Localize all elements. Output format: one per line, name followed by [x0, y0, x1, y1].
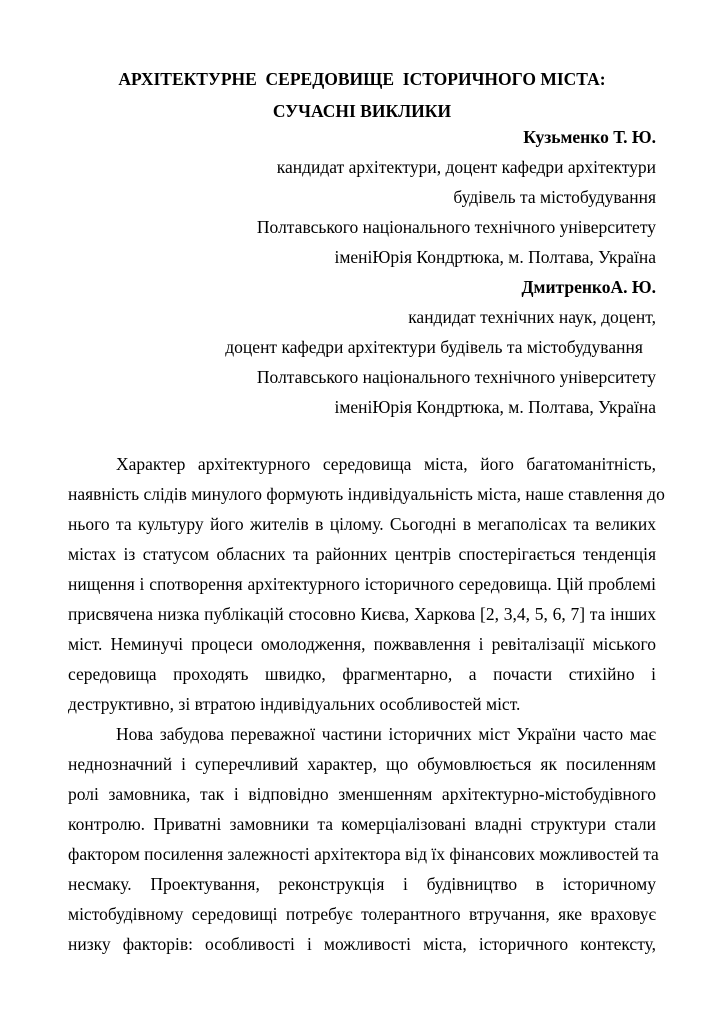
author-2-name: ДмитренкоА. Ю. [521, 277, 656, 297]
paragraph-1-line: нищення і спотворення архітектурного історичного середовища. Цій проблемі [68, 574, 656, 594]
author-2-affiliation-line: доцент кафедри архітектури будівель та містобудування [225, 337, 656, 357]
author-1-affiliation-line: кандидат архітектури, доцент кафедри архітектури [276, 157, 656, 177]
paragraph-2-line: ролі замовника, так і відповідно зменшенням архітектурно-містобудівного [68, 784, 656, 804]
paragraph-2-line: фактором посилення залежності архітектора від їх фінансових можливостей та [68, 844, 659, 864]
author-2-affiliation-line: кандидат технічних наук, доцент, [408, 307, 656, 327]
paragraph-1-line: деструктивно, зі втратою індивідуальних особливостей міст. [68, 694, 521, 714]
paragraph-2-line: містобудівному середовищі потребує толерантного втручання, яке враховує [68, 904, 656, 924]
author-2-affiliation-line: Полтавського національного технічного університету [256, 367, 656, 387]
paragraph-1-line: присвячена низка публікацій стосовно Києва, Харкова [2, 3,4, 5, 6, 7] та інших [68, 604, 656, 624]
paragraph-2-line: Нова забудова переважної частини історичних міст України часто має [116, 724, 656, 744]
paragraph-2-line: неднозначний і суперечливий характер, що обумовлюється як посиленням [68, 754, 656, 774]
paragraph-2-line: несмаку. Проектування, реконструкція і будівництво в історичному [68, 874, 656, 894]
paragraph-1-line: нього та культуру його жителів в цілому. Сьогодні в мегаполісах та великих [68, 514, 656, 534]
paragraph-1-line: міст. Неминучі процеси омолодження, пожвавлення і ревіталізації міського [68, 634, 656, 654]
paragraph-2-line: контролю. Приватні замовники та комерціалізовані владні структури стали [68, 814, 656, 834]
paragraph-1-line: Характер архітектурного середовища міста, його багатоманітність, [116, 454, 656, 474]
author-1-affiliation-line: будівель та містобудування [453, 187, 656, 207]
author-1-name: Кузьменко Т. Ю. [523, 127, 656, 147]
author-1-affiliation-line: іменіЮрія Кондртюка, м. Полтава, Україна [334, 247, 656, 267]
title-line-1: АРХІТЕКТУРНЕ СЕРЕДОВИЩЕ ІСТОРИЧНОГО МІСТА: [118, 69, 606, 89]
paragraph-1-line: середовища проходять швидко, фрагментарно, а почасти стихійно і [68, 664, 656, 684]
paragraph-1-line: містах із статусом обласних та районних центрів спостерігається тенденція [68, 544, 656, 564]
author-2-affiliation-line: іменіЮрія Кондртюка, м. Полтава, Україна [334, 397, 656, 417]
paragraph-1-line: наявність слідів минулого формують індивідуальність міста, наше ставлення до [68, 484, 665, 504]
title-line-2: СУЧАСНІ ВИКЛИКИ [272, 101, 452, 121]
author-1-affiliation-line: Полтавського національного технічного університету [256, 217, 656, 237]
paragraph-2-line: низку факторів: особливості і можливості міста, історичного контексту, [68, 934, 656, 954]
